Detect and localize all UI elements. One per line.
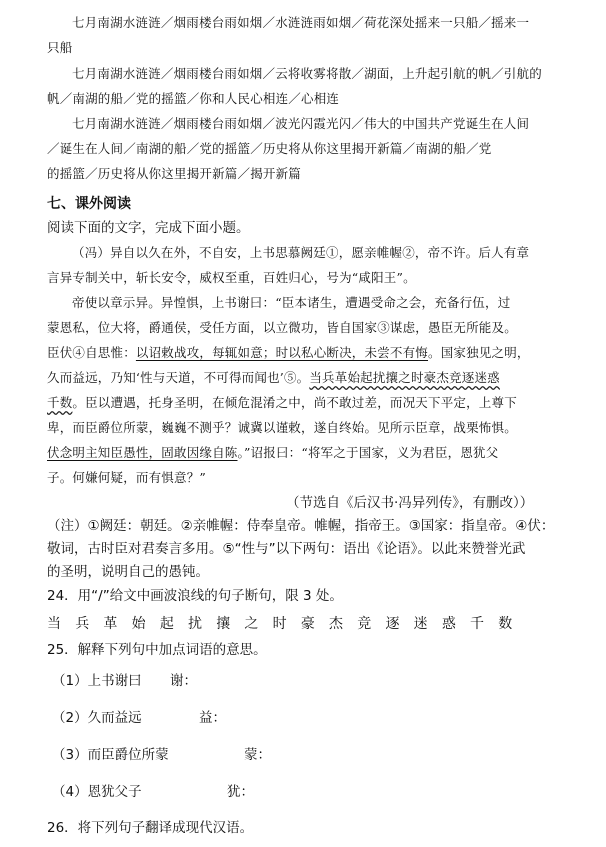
- passage-line: 卑，而臣爵位所蒙，巍巍不测乎？诚冀以谨敕，遂自终始。见所示臣章，战栗怖惧。: [47, 420, 517, 435]
- char: 始: [131, 616, 160, 632]
- lyrics-line: 帆／南湖的船／党的摇篮／你和人民心相连／心相连: [47, 91, 340, 106]
- note-line: 的圣明，说明自己的愚钝。: [47, 564, 209, 580]
- q25-item-sentence: （4）恩犹父子: [52, 784, 142, 800]
- passage-source: （节选自《后汉书·冯异列传》，有删改））: [286, 495, 534, 511]
- passage-line: [47, 440, 498, 465]
- passage-line: （冯）异自以久在外，不自安，上书思慕阙廷①，愿亲帷幄②，帝不许。后人有章: [72, 245, 530, 260]
- passage-line: [47, 365, 500, 390]
- passage-line: [47, 340, 530, 365]
- char: 时: [272, 616, 301, 632]
- passage-text: 。臣以遭遇，托身圣明，在倾危混淆之中，尚不敢过差，而况天下平定，上尊下: [72, 395, 517, 410]
- sentence-to-punctuate: [47, 613, 526, 633]
- note-line: 敬词，古时臣对君奏言多用。⑤“性与”以下两句：语出《论语》。以此来赞誉光武: [47, 541, 526, 557]
- passage-line: 子。何嫌何疑，而有惧意？”: [47, 470, 206, 485]
- char: 逐: [385, 616, 414, 632]
- char: 之: [244, 616, 273, 632]
- passage-line: [47, 390, 517, 415]
- lyrics-line: 的摇篮／历史将从你这里揭开新篇／揭开新篇: [47, 166, 302, 181]
- q25-item-answer-label: 蒙：: [244, 747, 271, 763]
- char: 数: [498, 616, 527, 632]
- char: 千: [470, 616, 499, 632]
- wavy-underlined-sentence: 千数: [47, 395, 73, 410]
- passage-line: 帝使以章示异。异惶惧，上书谢曰：“臣本诸生，遭遇受命之会，充备行伍，过: [72, 295, 511, 310]
- char: 兵: [75, 616, 104, 632]
- char: 攘: [216, 616, 245, 632]
- char: 扰: [188, 616, 217, 632]
- wavy-underlined-sentence: 当兵革始起扰攘之时豪杰竞逐迷惑: [309, 370, 500, 385]
- question-25: 25．解释下列句中加点词语的意思。: [47, 642, 267, 658]
- char: 革: [103, 616, 132, 632]
- char: 迷: [413, 616, 442, 632]
- char: 杰: [329, 616, 358, 632]
- lyrics-line: 七月南湖水涟涟／烟雨楼台雨如烟／波光闪霞光闪／伟大的中国共产党诞生在人间: [72, 116, 530, 131]
- passage-text: 。国家独见之明，: [428, 345, 530, 360]
- char: 当: [47, 616, 76, 632]
- lyrics-line: 七月南湖水涟涟／烟雨楼台雨如烟／云将收雾将散／湖面，上升起引航的帆／引航的: [72, 66, 542, 81]
- char: 惑: [441, 616, 471, 632]
- q25-item-answer-label: 谢：: [170, 673, 197, 689]
- lyrics-line: ／诞生在人间／南湖的船／党的摇篮／历史将从你这里揭开新篇／南湖的船／党: [47, 141, 492, 156]
- char: 起: [159, 616, 189, 632]
- note-line: （注）①阙廷：朝廷。②亲帷幄：侍奉皇帝。帷幄，指帝王。③国家：指皇帝。④伏：: [47, 518, 555, 534]
- underlined-sentence: 以诏敕战攻，每辄如意；时以私心断决，未尝不有悔: [135, 345, 429, 360]
- lyrics-line: 七月南湖水涟涟／烟雨楼台雨如烟／水涟涟雨如烟／荷花深处摇来一只船／摇来一: [72, 15, 530, 30]
- passage-line: 言异专制关中，斩长安令，威权至重，百姓归心，号为“咸阳王”。: [47, 270, 416, 285]
- q25-item-sentence: （1）上书谢曰: [52, 673, 142, 689]
- underlined-sentence: 伏念明主知臣愚性，固敢因缘自陈: [47, 445, 238, 460]
- lyrics-line: 只船: [47, 40, 73, 55]
- q25-item-answer-label: 益：: [199, 710, 226, 726]
- passage-line: 蒙恩私，位大将，爵通侯，受任方面，以立微功，皆自国家③谋虑，愚臣无所能及。: [47, 320, 517, 335]
- question-26: 26．将下列句子翻译成现代汉语。: [47, 820, 254, 836]
- section-instruction: 阅读下面的文字，完成下面小题。: [47, 220, 250, 236]
- q25-item-answer-label: 犹：: [227, 784, 254, 800]
- q25-item-sentence: （3）而臣爵位所蒙: [52, 747, 169, 763]
- char: 豪: [300, 616, 330, 632]
- question-24: 24．用“/”给文中画波浪线的句子断句，限 3 处。: [47, 588, 343, 604]
- char: 竞: [357, 616, 386, 632]
- passage-text: 。”诏报曰：“将军之于国家，义为君臣，恩犹父: [237, 445, 499, 460]
- passage-text: 臣伏④自思惟：: [47, 345, 136, 360]
- section-title: 七、课外阅读: [47, 196, 131, 212]
- passage-text: 久而益远，乃知‘性与天道，不可得而闻也’⑤。: [47, 370, 310, 385]
- q25-item-sentence: （2）久而益远: [52, 710, 142, 726]
